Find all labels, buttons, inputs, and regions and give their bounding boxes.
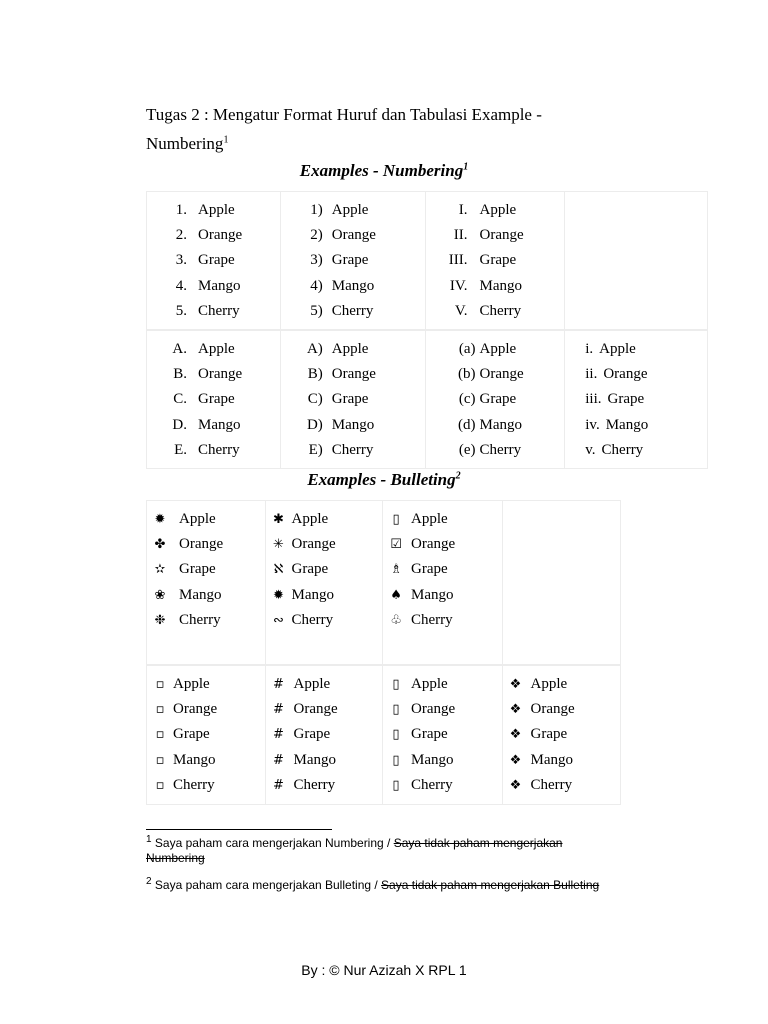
bullet-icon: # xyxy=(273,727,284,743)
numbering-row-1 xyxy=(146,191,708,330)
list-item-label: Apple xyxy=(331,202,369,218)
list-item xyxy=(389,583,502,608)
list-item xyxy=(446,387,565,412)
list-number: 5. xyxy=(175,302,187,319)
bullet-icon: ❖ xyxy=(509,677,522,692)
list-item-label: Orange xyxy=(411,536,456,553)
list-number: (e) xyxy=(458,441,476,458)
list-number: 1) xyxy=(310,202,323,218)
bulleting-footnote-ref: 2 xyxy=(455,470,461,482)
list-item-label: Apple xyxy=(198,341,235,357)
list-item-label: Orange xyxy=(173,701,218,718)
list-item-label: Orange xyxy=(530,701,575,718)
bullet-icon: # xyxy=(273,752,284,768)
bullet-icon: ▫ xyxy=(155,727,165,743)
bullet-icon: ▫ xyxy=(155,677,165,692)
footnote-2-text: Saya paham cara mengerjakan Bulleting / xyxy=(154,878,382,892)
list-item-label: Grape xyxy=(479,391,517,408)
list-item-label: Orange xyxy=(293,701,338,718)
list-item-label: Mango xyxy=(479,277,523,294)
list-item-label: Grape xyxy=(179,561,216,578)
list-item xyxy=(301,299,425,324)
list-item-label: Grape xyxy=(291,561,329,578)
list-item xyxy=(446,337,565,362)
list-item-label: Grape xyxy=(198,391,235,408)
bulleting-row-1 xyxy=(146,500,621,665)
list-item-label: Cherry xyxy=(331,302,374,319)
list-item xyxy=(301,362,425,387)
list-item xyxy=(509,748,621,773)
list-item xyxy=(167,274,280,299)
list-number: II. xyxy=(453,227,468,244)
list-item-label: Mango xyxy=(411,751,454,768)
list-number: ii. xyxy=(585,366,598,383)
list-item-label: Grape xyxy=(530,726,568,743)
list-item xyxy=(272,532,383,557)
list-number: B) xyxy=(307,366,323,383)
list-item xyxy=(389,773,502,798)
list-number: (b) xyxy=(458,366,476,383)
list-item xyxy=(153,583,265,608)
list-item xyxy=(446,198,565,223)
list-item-label: Cherry xyxy=(179,611,221,628)
list-item-label: Cherry xyxy=(198,302,240,319)
list-number: v. xyxy=(585,441,596,458)
list-item-label: Cherry xyxy=(479,302,522,319)
list-item xyxy=(153,557,265,582)
bullet-icon: ❖ xyxy=(509,777,522,793)
list-cell xyxy=(266,501,384,664)
list-item-label: Apple xyxy=(530,676,568,692)
list-item-label: Apple xyxy=(599,341,636,357)
list-item-label: Mango xyxy=(173,751,216,768)
list-item xyxy=(509,773,621,798)
list-number: (c) xyxy=(458,391,476,408)
numbering-heading-text: Examples - Numbering xyxy=(299,161,464,180)
list-item-label: Mango xyxy=(291,586,334,603)
list-item xyxy=(446,438,565,463)
list-item-label: Grape xyxy=(293,726,331,743)
list-item xyxy=(301,223,425,248)
bullet-icon: ❖ xyxy=(509,702,522,718)
list-item-label: Cherry xyxy=(479,441,522,458)
list-number: (a) xyxy=(458,341,476,357)
list-item-label: Orange xyxy=(198,227,243,244)
list-item xyxy=(167,248,280,273)
list-item-label: Grape xyxy=(173,726,210,743)
list-item xyxy=(585,362,707,387)
list-item xyxy=(585,438,707,463)
list-number: D) xyxy=(306,416,323,433)
list-item xyxy=(446,248,565,273)
list-item-label: Grape xyxy=(479,252,517,269)
bullet-icon: ✳ xyxy=(273,537,284,553)
bullet-icon: ▯ xyxy=(392,702,400,718)
list-item xyxy=(272,557,383,582)
list-number: A) xyxy=(306,341,323,357)
list-item-label: Mango xyxy=(411,586,454,603)
list-item xyxy=(167,223,280,248)
footnote-separator xyxy=(146,829,332,830)
bullet-icon: ♧ xyxy=(390,612,402,628)
list-cell xyxy=(503,666,621,804)
list-item-label: Mango xyxy=(179,586,222,603)
list-item xyxy=(301,337,425,362)
bullet-icon: ▯ xyxy=(392,752,400,768)
bullet-icon: ∾ xyxy=(273,612,284,628)
footnote-1-struck: Saya tidak paham mengerjakan Numbering xyxy=(146,836,563,865)
bullet-icon: ▯ xyxy=(392,512,400,527)
list-item xyxy=(509,722,621,747)
list-cell xyxy=(281,331,426,468)
list-item xyxy=(585,413,707,438)
title-line-1: Tugas 2 : Mengatur Format Huruf dan Tabulasi Example - xyxy=(146,105,542,124)
list-item xyxy=(389,748,502,773)
list-item-label: Cherry xyxy=(530,776,573,793)
list-item-label: Mango xyxy=(331,416,375,433)
list-item-label: Cherry xyxy=(293,776,336,793)
list-item xyxy=(301,438,425,463)
list-item xyxy=(153,722,265,747)
list-number: E) xyxy=(308,441,323,458)
list-number: 4) xyxy=(310,277,323,294)
list-item xyxy=(509,672,621,697)
list-item-label: Orange xyxy=(479,366,524,383)
list-item-label: Mango xyxy=(331,277,375,294)
list-item xyxy=(389,672,502,697)
list-item-label: Grape xyxy=(198,252,235,269)
list-number: 3. xyxy=(175,252,187,269)
list-cell xyxy=(147,192,281,329)
list-number: 1. xyxy=(175,202,187,218)
list-item xyxy=(301,248,425,273)
list-number: E. xyxy=(174,441,187,458)
list-item xyxy=(272,697,383,722)
list-number: 3) xyxy=(310,252,323,269)
list-item xyxy=(301,274,425,299)
list-number: I. xyxy=(458,202,468,218)
list-item-label: Cherry xyxy=(411,611,453,628)
list-item xyxy=(301,198,425,223)
bullet-icon: ❖ xyxy=(509,752,522,768)
footnote-2-mark: 2 xyxy=(146,876,152,887)
bullet-icon: # xyxy=(273,702,284,718)
list-item-label: Cherry xyxy=(411,776,453,793)
list-cell xyxy=(383,666,503,804)
list-number: 2. xyxy=(175,227,187,244)
title-line-2: Numbering xyxy=(146,134,224,153)
list-item-label: Grape xyxy=(331,252,369,269)
list-cell xyxy=(383,501,503,664)
list-item xyxy=(301,387,425,412)
list-number: 4. xyxy=(175,277,187,294)
list-item-label: Orange xyxy=(198,366,243,383)
list-number: iv. xyxy=(585,416,600,433)
list-item-label: Apple xyxy=(411,676,448,692)
footnote-2-struck: Saya tidak paham mengerjakan Bulleting xyxy=(381,878,600,892)
list-item-label: Apple xyxy=(331,341,369,357)
list-number: B. xyxy=(173,366,187,383)
list-item-label: Mango xyxy=(198,277,241,294)
list-item-label: Orange xyxy=(479,227,524,244)
list-item-label: Mango xyxy=(479,416,522,433)
bulleting-heading-text: Examples - Bulleting xyxy=(307,470,456,489)
list-item-label: Mango xyxy=(198,416,241,433)
list-item xyxy=(446,299,565,324)
list-item xyxy=(446,413,565,438)
list-item-label: Apple xyxy=(479,202,517,218)
list-number: IV. xyxy=(449,277,468,294)
bullet-icon: ☑ xyxy=(390,537,402,553)
list-item xyxy=(389,722,502,747)
list-item xyxy=(153,748,265,773)
list-item-label: Cherry xyxy=(198,441,240,458)
bullet-icon: ▫ xyxy=(155,777,165,793)
list-number: C) xyxy=(307,391,323,408)
list-item xyxy=(272,672,383,697)
list-item-label: Apple xyxy=(173,676,210,692)
bullet-icon: ▫ xyxy=(155,752,165,768)
list-number: (d) xyxy=(458,416,476,433)
list-item xyxy=(389,608,502,633)
bullet-icon: ▯ xyxy=(392,727,400,743)
list-item-label: Grape xyxy=(411,561,448,578)
bullet-icon: ❀ xyxy=(154,587,166,603)
footnote-1-text: Saya paham cara mengerjakan Numbering / xyxy=(154,836,394,850)
list-item xyxy=(167,299,280,324)
document-title xyxy=(146,100,626,158)
list-item xyxy=(272,773,383,798)
list-item-label: Grape xyxy=(607,391,645,408)
list-item xyxy=(153,608,265,633)
list-item-label: Orange xyxy=(291,536,336,553)
list-number: 2) xyxy=(310,227,323,244)
bullet-icon: ✹ xyxy=(154,512,166,527)
list-cell xyxy=(565,331,707,468)
list-number: A. xyxy=(172,341,187,357)
byline: By : © Nur Azizah X RPL 1 xyxy=(301,962,467,978)
list-item-label: Mango xyxy=(530,751,573,768)
list-item xyxy=(167,362,280,387)
list-item-label: Grape xyxy=(331,391,369,408)
bulleting-row-2 xyxy=(146,665,621,805)
list-item xyxy=(153,532,265,557)
footnote-1 xyxy=(146,836,616,865)
bullet-icon: ▫ xyxy=(155,702,165,718)
list-item-label: Mango xyxy=(293,751,336,768)
list-item-label: Apple xyxy=(291,511,329,527)
list-item xyxy=(272,722,383,747)
list-item xyxy=(272,748,383,773)
list-cell xyxy=(147,331,281,468)
list-number: iii. xyxy=(585,391,602,408)
list-item xyxy=(272,583,383,608)
list-item xyxy=(585,387,707,412)
list-item xyxy=(153,672,265,697)
list-cell xyxy=(266,666,384,804)
bullet-icon: ❖ xyxy=(509,727,522,743)
list-number: III. xyxy=(448,252,468,269)
list-item xyxy=(167,413,280,438)
bullet-icon: ▯ xyxy=(392,677,400,692)
list-item-label: Cherry xyxy=(173,776,215,793)
bullet-icon: ✤ xyxy=(154,537,166,553)
list-item-label: Orange xyxy=(331,366,376,383)
list-item-label: Orange xyxy=(411,701,456,718)
list-item-label: Orange xyxy=(179,536,224,553)
list-item-label: Orange xyxy=(331,227,376,244)
bullet-icon: # xyxy=(273,677,284,692)
bullet-icon: ❉ xyxy=(154,612,166,628)
list-number: C. xyxy=(173,391,187,408)
bullet-icon: ✱ xyxy=(273,512,284,527)
list-cell xyxy=(565,192,707,329)
bullet-icon: ✹ xyxy=(273,587,284,603)
list-item xyxy=(585,337,707,362)
list-item xyxy=(272,507,383,532)
list-number: D. xyxy=(172,416,187,433)
list-number: i. xyxy=(585,341,594,357)
list-item-label: Apple xyxy=(198,202,235,218)
list-item-label: Cherry xyxy=(331,441,374,458)
list-cell xyxy=(281,192,426,329)
bullet-icon: ▯ xyxy=(392,777,400,793)
list-item xyxy=(153,697,265,722)
list-number: V. xyxy=(454,302,468,319)
list-cell xyxy=(426,192,566,329)
numbering-footnote-ref: 1 xyxy=(463,161,469,173)
bullet-icon: ✫ xyxy=(154,562,166,578)
list-item xyxy=(167,337,280,362)
bullet-icon: ℵ xyxy=(273,562,284,578)
footnote-2 xyxy=(146,878,616,893)
list-item xyxy=(167,198,280,223)
list-item-label: Grape xyxy=(411,726,448,743)
list-item xyxy=(301,413,425,438)
bullet-icon: # xyxy=(273,777,284,793)
list-item xyxy=(272,608,383,633)
title-footnote-ref: 1 xyxy=(223,134,229,146)
list-item-label: Orange xyxy=(603,366,648,383)
list-item xyxy=(167,438,280,463)
list-item-label: Cherry xyxy=(601,441,644,458)
list-item xyxy=(167,387,280,412)
list-item xyxy=(509,697,621,722)
list-cell xyxy=(147,501,266,664)
list-item-label: Cherry xyxy=(291,611,334,628)
list-item xyxy=(153,773,265,798)
bulleting-heading xyxy=(0,470,768,490)
list-item xyxy=(389,697,502,722)
list-item xyxy=(446,362,565,387)
list-item xyxy=(389,507,502,532)
list-item-label: Apple xyxy=(179,511,216,527)
list-cell xyxy=(426,331,566,468)
list-cell xyxy=(503,501,620,664)
footnote-1-mark: 1 xyxy=(146,834,152,845)
list-item xyxy=(446,223,565,248)
list-item xyxy=(389,532,502,557)
list-item xyxy=(389,557,502,582)
numbering-row-2 xyxy=(146,330,708,469)
list-cell xyxy=(147,666,266,804)
bullet-icon: ♠ xyxy=(390,587,402,603)
list-number: 5) xyxy=(310,302,323,319)
list-item-label: Apple xyxy=(479,341,517,357)
numbering-heading xyxy=(0,161,768,181)
list-item xyxy=(446,274,565,299)
list-item-label: Apple xyxy=(411,511,448,527)
bullet-icon: ♗ xyxy=(390,562,402,578)
list-item-label: Mango xyxy=(605,416,649,433)
list-item-label: Apple xyxy=(293,676,331,692)
list-item xyxy=(153,507,265,532)
